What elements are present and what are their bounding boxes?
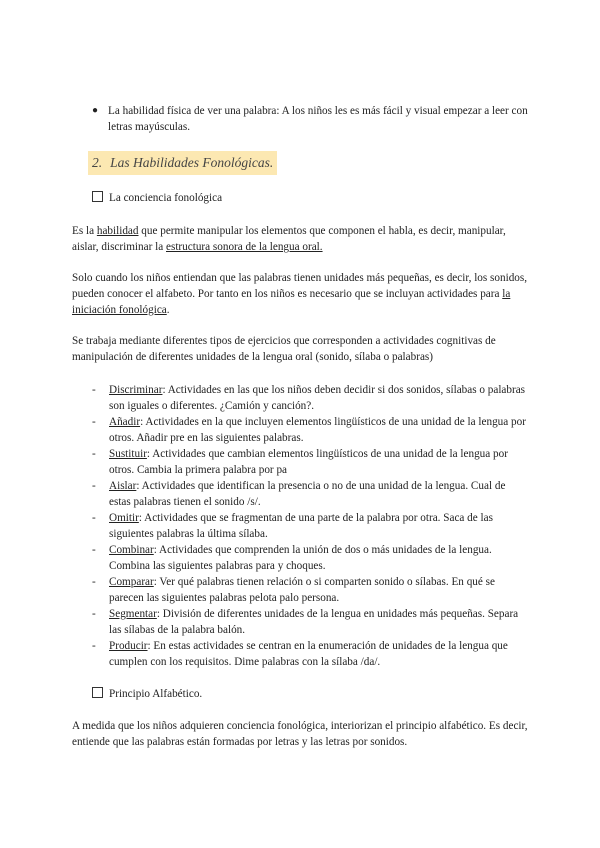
- activity-desc: : Actividades que identifican la presencia o no de una unidad de la lengua. Cual de estas palabras tienen el sonido /s/.: [109, 480, 506, 508]
- activity-term: Añadir: [109, 416, 141, 428]
- dash-marker: -: [92, 576, 96, 588]
- list-item: [92, 574, 528, 606]
- dash-marker: -: [92, 608, 96, 620]
- activity-term: Segmentar: [109, 608, 157, 620]
- activity-term: Combinar: [109, 544, 154, 556]
- bullet-text: La habilidad física de ver una palabra: A los niños les es más fácil y visual empezar a leer con letras mayúsculas.: [108, 105, 528, 133]
- paragraph-principle: A medida que los niños adquieren conciencia fonológica, interiorizan el principio alfabético. Es decir, entiende que las palabras están formadas por letras y las letras por sonidos.: [72, 720, 528, 748]
- activity-desc: : Actividades que cambian elementos lingüísticos de una unidad de la lengua por otros. Cambia la primera palabra por pa: [109, 448, 508, 476]
- checkbox-icon[interactable]: [92, 191, 103, 202]
- activity-desc: : Actividades que se fragmentan de una parte de la palabra por otra. Saca de las siguientes palabras la última sílaba.: [109, 512, 493, 540]
- section-heading: [88, 151, 277, 175]
- list-item: [92, 446, 528, 478]
- activity-term: Producir: [109, 640, 148, 652]
- list-item: [92, 542, 528, 574]
- list-item: [92, 510, 528, 542]
- dash-marker: -: [92, 640, 96, 652]
- activity-desc: : Ver qué palabras tienen relación o si comparten sonido o sílabas. En qué se parecen las siguientes palabras pelota palo persona.: [109, 576, 495, 604]
- section-title: Las Habilidades Fonológicas.: [110, 155, 274, 170]
- activity-desc: : División de diferentes unidades de la lengua en unidades más pequeñas. Separa las sílabas de la palabra balón.: [109, 608, 519, 636]
- dash-marker: -: [92, 416, 96, 428]
- checklist-item-conciencia: [92, 190, 492, 206]
- list-item: [92, 606, 528, 638]
- activity-term: Discriminar: [109, 384, 163, 396]
- activity-desc: : Actividades que comprenden la unión de dos o más unidades de la lengua. Combina las siguientes palabras para y choques.: [109, 544, 492, 572]
- list-item: [92, 638, 528, 670]
- link-estructura-sonora[interactable]: estructura sonora de la lengua oral.: [166, 241, 323, 253]
- link-iniciacion-fonologica[interactable]: la iniciación fonológica: [72, 288, 511, 316]
- dash-marker: -: [92, 480, 96, 492]
- text-span: Solo cuando los niños entiendan que las palabras tienen unidades más pequeñas, es decir, los sonidos, pueden conocer el alfabeto. Por tanto en los niños es necesario que se incluyan actividades para: [72, 272, 528, 300]
- dash-marker: -: [92, 512, 96, 524]
- checkbox-icon[interactable]: [92, 687, 103, 698]
- dash-marker: -: [92, 384, 96, 396]
- activity-desc: : En estas actividades se centran en la enumeración de unidades de la lengua que cumplen con los requisitos. Dime palabras con la sílaba /da/.: [109, 640, 508, 668]
- list-item: [92, 382, 528, 414]
- text-span: Es la: [72, 225, 97, 237]
- activities-list: [92, 382, 528, 670]
- activity-desc: : Actividades en la que incluyen elementos lingüísticos de una unidad de la lengua por otros. Añadir pre en las siguientes palabras.: [109, 416, 526, 444]
- paragraph-definition: [72, 223, 530, 255]
- dash-marker: -: [92, 544, 96, 556]
- activity-term: Sustituir: [109, 448, 147, 460]
- activity-term: Comparar: [109, 576, 154, 588]
- checklist-item-principio: [92, 686, 492, 702]
- activity-term: Aislar: [109, 480, 137, 492]
- text-span: .: [166, 304, 170, 316]
- section-number: 2.: [92, 155, 103, 170]
- checklist-label: La conciencia fonológica: [109, 192, 223, 204]
- checklist-label: Principio Alfabético.: [109, 688, 203, 700]
- list-item: [92, 414, 528, 446]
- activity-desc: : Actividades en las que los niños deben decidir si dos sonidos, sílabas o palabras son iguales o diferentes. ¿Camión y canción?.: [109, 384, 526, 412]
- paragraph-alphabet: [72, 270, 530, 318]
- bullet-dot-icon: ●: [92, 105, 99, 116]
- list-item: [92, 478, 528, 510]
- paragraph-exercises: Se trabaja mediante diferentes tipos de ejercicios que corresponden a actividades cognitivas de manipulación de diferentes unidades de la lengua oral (sonido, sílaba o palabras): [72, 335, 496, 363]
- link-habilidad[interactable]: habilidad: [96, 225, 139, 237]
- dash-marker: -: [92, 448, 96, 460]
- text-span: que permite manipular los elementos que componen el habla, es decir, manipular, aislar, discriminar la: [72, 225, 506, 253]
- activity-term: Omitir: [109, 512, 139, 524]
